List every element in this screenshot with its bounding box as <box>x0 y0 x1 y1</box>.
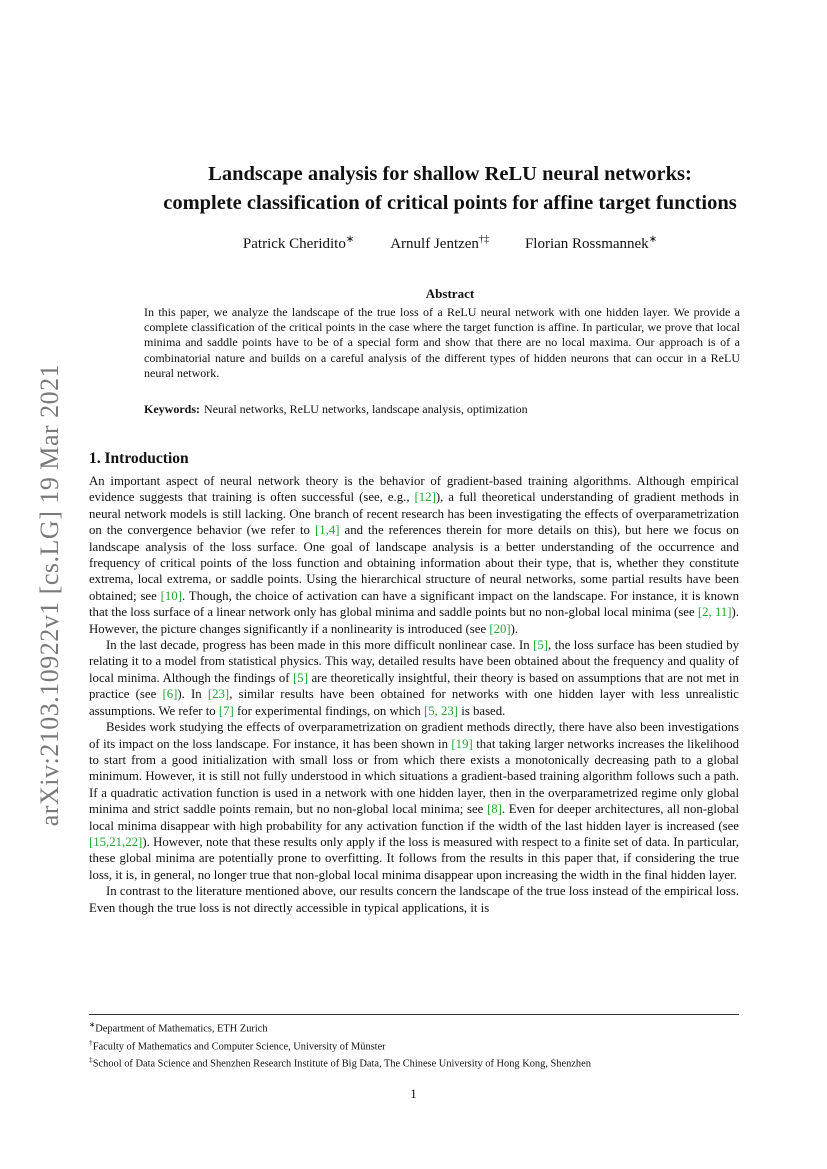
citation-link[interactable]: [1,4] <box>314 523 340 538</box>
paragraph-text: , the loss surface has been studied by relating it to a model from statistical physics. This way, detailed results have been obtained about the frequency and quality of local minima. Although the findings of <box>89 638 739 685</box>
author: Arnulf Jentzen†‡ <box>390 234 489 252</box>
paragraph-text: . Though, the choice of activation can have a significant impact on the landscape. For instance, it is known that the loss surface of a linear network only has global minima and saddle points but no non-global local minima (see <box>89 588 740 620</box>
paragraph-text: ). <box>510 621 519 636</box>
body-paragraph <box>89 719 739 883</box>
citation-link[interactable]: [8] <box>486 802 502 817</box>
paragraph-text: ). However, note that these results only apply if the loss is measured with respect to a finite set of data. In particular, these global minima are potentially prone to overfitting. It follows from the results in this paper that, if considering the true loss, it is, in general, no longer true that non-global local minima disappear upon increasing the width in the final hidden layer. <box>89 834 739 882</box>
citation-link[interactable]: [5] <box>293 670 308 685</box>
citation-link[interactable]: [2, 11] <box>697 605 732 620</box>
footnote-rule <box>89 1014 739 1015</box>
paragraph-text: . Even for deeper architectures, all non-global local minima disappear with high probability for any activation function if the width of the last hidden layer is increased (see <box>89 802 739 833</box>
title-line-2: complete classification of critical points for affine target functions <box>163 192 737 214</box>
paragraph-text: are theoretically insightful, their theory is based on assumptions that are not met in practice (see <box>89 670 739 702</box>
keywords-label: Keywords: <box>144 402 200 416</box>
citation-link[interactable]: [15,21,22] <box>89 834 143 849</box>
keywords-text: Neural networks, ReLU networks, landscape analysis, optimization <box>204 402 528 416</box>
paragraph-text: In the last decade, progress has been made in this more difficult nonlinear case. In <box>106 638 534 653</box>
arxiv-identifier: arXiv:2103.10922v1 [cs.LG] 19 Mar 2021 <box>35 363 64 827</box>
citation-link[interactable]: [23] <box>207 687 230 702</box>
footnote: †Faculty of Mathematics and Computer Science, University of Münster <box>89 1037 386 1053</box>
citation-link[interactable]: [5] <box>533 638 549 653</box>
paragraph-text: is based. <box>458 703 506 718</box>
section-heading: 1. Introduction <box>89 450 189 467</box>
page-number: 1 <box>410 1087 417 1101</box>
citation-link[interactable]: [5, 23] <box>423 703 459 718</box>
abstract-text: In this paper, we analyze the landscape of the true loss of a ReLU neural network with one hidden layer. We provide a complete classification of the critical points in the case where the target function is affine. In particular, we prove that local minima and saddle points have to be of a special form and show that there are no local maxima. Our approach is of a combinatorial nature and builds on a careful analysis of the different types of hidden neurons that can occur in a ReLU neural network. <box>144 305 740 380</box>
abstract-heading: Abstract <box>425 286 475 301</box>
footnote: ∗Department of Mathematics, ETH Zurich <box>89 1020 268 1035</box>
body-paragraph <box>89 473 739 637</box>
citation-link[interactable]: [7] <box>218 703 234 718</box>
citation-link[interactable]: [6] <box>162 687 178 702</box>
paragraph-text: ), a full theoretical understanding of gradient methods in neural network models is still lacking. One branch of recent research has been investigating the effects of overparametrization on the convergence behavior (we refer to <box>89 490 739 538</box>
introduction-body <box>89 473 739 916</box>
author: Florian Rossmannek∗ <box>524 234 658 252</box>
paragraph-text: that taking larger networks increases the likelihood to start from a good initialization with small loss or from which there exists a monotonically decreasing path to a global minimum. However, it is still not fully understood in which situations a gradient-based training algorithm follows such a path. If a quadratic activation function is used in a network with one hidden layer, then in the overparametrized regime only global minima and strict saddle points remain, but no non-global local minima; see <box>89 736 739 817</box>
paragraph-text: and the references therein for more details on this), but here we focus on landscape analysis of the loss surface. One goal of landscape analysis is a better understanding of the occurrence and frequency of critical points of the loss function and obtaining information about their type, that is, whether they constitute extrema, local extrema, or saddle points. Using the hierarchical structure of neural networks, some partial results have been obtained; see <box>89 523 739 603</box>
paragraph-text: ). In <box>177 687 208 702</box>
paragraph-text: An important aspect of neural network theory is the behavior of gradient-based training algorithms. Although empirical evidence suggests that training is often successful (see, e.g., <box>89 474 739 505</box>
body-paragraph <box>89 637 739 719</box>
author-list <box>80 234 820 253</box>
paragraph-text: , similar results have been obtained for networks with one hidden layer with less unrealistic assumptions. We refer to <box>89 687 739 718</box>
paragraph-text: ). However, the picture changes significantly if a nonlinearity is introduced (see <box>89 605 739 636</box>
keywords <box>144 402 740 417</box>
citation-link[interactable]: [10] <box>160 588 182 603</box>
footnotes <box>89 1018 739 1071</box>
paragraph-text: for experimental findings, on which <box>233 703 424 718</box>
title-line-1: Landscape analysis for shallow ReLU neural networks: <box>208 163 692 185</box>
paragraph-text: Besides work studying the effects of overparametrization on gradient methods directly, there have also been investigations of its impact on the loss landscape. For instance, it has been shown in <box>89 720 739 751</box>
body-paragraph <box>89 883 739 916</box>
paper-title <box>80 160 820 218</box>
author: Patrick Cheridito∗ <box>242 234 355 252</box>
citation-link[interactable]: [12] <box>414 490 436 505</box>
citation-link[interactable]: [19] <box>451 736 473 751</box>
paragraph-text: In contrast to the literature mentioned above, our results concern the landscape of the true loss instead of the empirical loss. Even though the true loss is not directly accessible in typical applications, it is <box>89 884 739 915</box>
footnote: ‡School of Data Science and Shenzhen Research Institute of Big Data, The Chinese University of Hong Kong, Shenzhen <box>89 1055 591 1070</box>
citation-link[interactable]: [20] <box>489 621 511 636</box>
